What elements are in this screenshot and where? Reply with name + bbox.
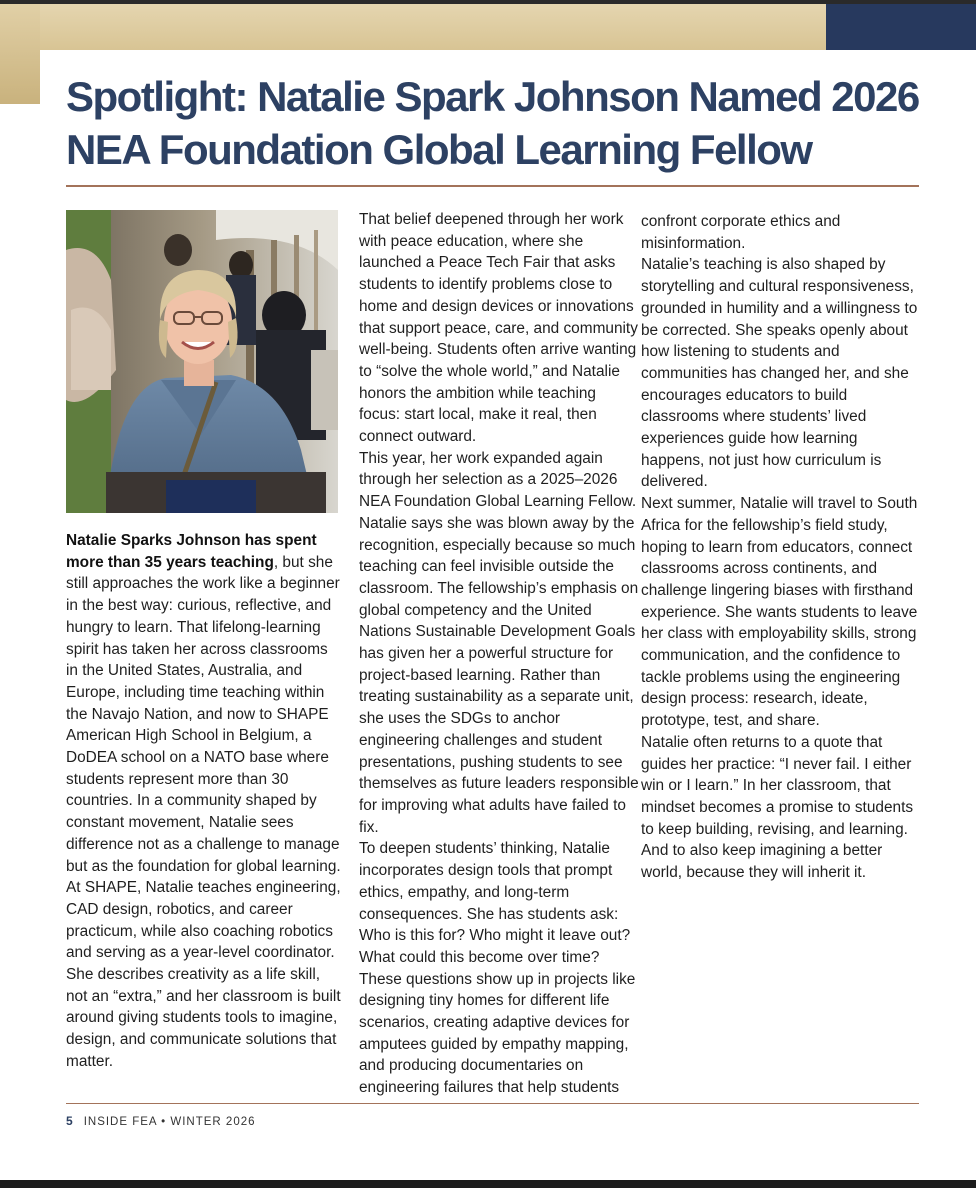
footer-divider [66, 1103, 919, 1104]
intro-bold-text: Natalie Sparks Johnson has spent more than 35 years teaching [66, 532, 317, 571]
paragraph [66, 530, 341, 877]
title-divider [66, 185, 919, 187]
header-navy-block [826, 0, 976, 50]
paragraph: To deepen students’ thinking, Natalie incorporates design tools that prompt ethics, empathy, and long-term consequences. She has students ask: Who is this for? Who might it leave out? What could this become over time? These questions show up in projects like designing tiny homes for different life scenarios, creating adaptive devices for amputees guided by empathy mapping, and producing documentaries on engineering failures that help students [359, 840, 636, 1097]
intro-text: , but she still approaches the work like a beginner in the best way: curious, reflective, and hungry to learn. That lifelong-learning spirit has taken her across classrooms in the United States, Australia, and Europe, including time teaching within the Navajo Nation, and now to SHAPE American High School in Belgium, a DoDEA school on a NATO base where students represent more than 30 countries. In a community shaped by constant movement, Natalie sees difference not as a challenge to manage but as the foundation for global learning. [66, 553, 341, 875]
paragraph: This year, her work expanded again through her selection as a 2025–2026 NEA Foundation Global Learning Fellow. Natalie says she was blown away by the recognition, especially because so much teaching can feel invisible outside the classroom. The fellowship’s emphasis on global competency and the United Nations Sustainable Development Goals has given her a powerful structure for project-based learning. Rather than treating sustainability as a separate unit, she uses the SDGs to anchor engineering challenges and student presentations, pushing students to see themselves as future leaders responsible for improving what adults have failed to fix. [359, 449, 639, 836]
publication-name: INSIDE FEA • WINTER 2026 [83, 1116, 256, 1128]
paragraph: That belief deepened through her work with peace education, where she launched a Peace Tech Fair that asks students to identify problems close to home and design devices or innovations that support peace, care, and community well-being. Students often arrive wanting to “solve the whole world,” and Natalie honors the ambition while teaching focus: start local, make it real, then connect outward. [359, 211, 638, 446]
portrait-photo-illustration [66, 210, 338, 513]
paragraph: At SHAPE, Natalie teaches engineering, CAD design, robotics, and career practicum, while also coaching robotics and serving as a year-level coordinator. She describes creativity as a life skill, not an “extra,” and her classroom is built around giving students tools to imagine, design, and communicate solutions that matter. [66, 879, 341, 1070]
paragraph: Natalie’s teaching is also shaped by storytelling and cultural responsiveness, grounded in humility and a willingness to be corrected. She speaks openly about how listening to students and communities has changed her, and she encourages educators to build classrooms where students’ lived experiences guide how learning happens, not just how curriculum is delivered. [641, 256, 918, 491]
page-footer [66, 1114, 256, 1128]
header-gold-corner [0, 0, 40, 104]
column-1 [66, 530, 341, 1073]
top-edge-strip [0, 0, 976, 4]
paragraph: Next summer, Natalie will travel to South Africa for the fellowship’s field study, hoping to learn from educators, connect classrooms across continents, and challenge lingering biases with firsthand experience. She wants students to leave her class with employability skills, strong communication, and the confidence to tackle problems using the engineering design process: research, ideate, prototype, test, and share. [641, 495, 918, 730]
header-gold-band [0, 0, 826, 50]
column-2 [359, 209, 641, 1099]
column-3 [641, 211, 923, 884]
bottom-edge-bar [0, 1180, 976, 1188]
portrait-photo [66, 210, 338, 513]
paragraph: Natalie often returns to a quote that guides her practice: “I never fail. I either win or I learn.” In her classroom, that mindset becomes a promise to students to keep building, revising, and learning. And to also keep imagining a better world, because they will inherit it. [641, 733, 914, 882]
paragraph: confront corporate ethics and misinformation. [641, 213, 841, 252]
article-title: Spotlight: Natalie Spark Johnson Named 2026 NEA Foundation Global Learning Fellow [66, 73, 919, 173]
page-number: 5 [66, 1114, 74, 1128]
